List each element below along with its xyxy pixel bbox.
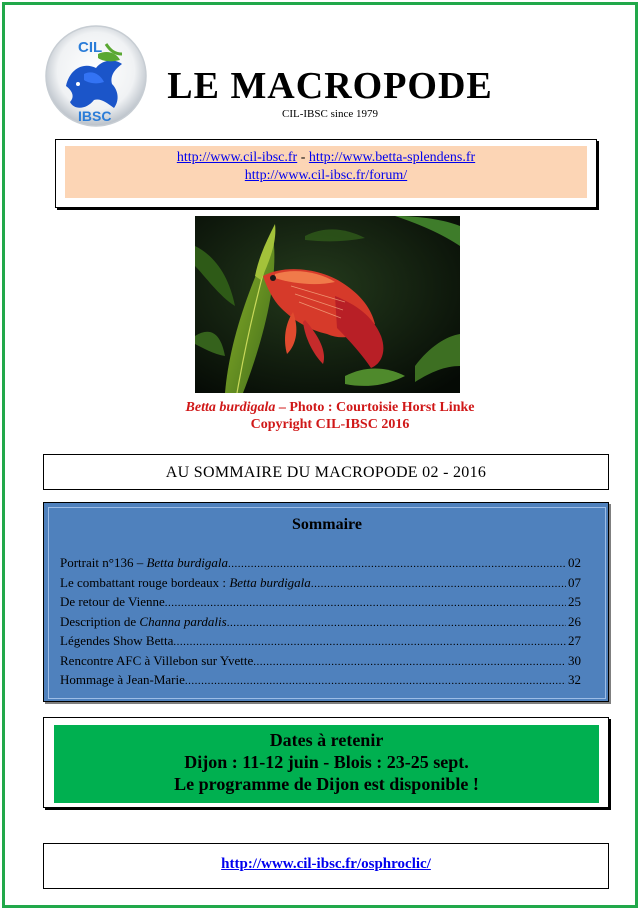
link-betta-splendens[interactable]: http://www.betta-splendens.fr [308, 150, 476, 165]
dates-panel [54, 725, 599, 803]
photo-caption [100, 399, 560, 433]
caption-species: Betta burdigala [185, 400, 276, 415]
dates-events: Dijon : 11-12 juin - Blois : 23-25 sept. [184, 752, 469, 772]
logo-text-cil: CIL [78, 39, 103, 56]
caption-credit: – Photo : Courtoisie Horst Linke [275, 400, 475, 415]
toc-leader [165, 595, 566, 613]
toc-leader [185, 673, 566, 691]
toc-leader [173, 634, 566, 652]
toc-item-page: 25 [568, 594, 581, 609]
toc-leader [253, 654, 566, 672]
toc-item-label: Légendes Show Betta [60, 633, 174, 648]
dates-box [43, 717, 609, 808]
summary-title: AU SOMMAIRE DU MACROPODE 02 - 2016 [43, 454, 609, 490]
table-of-contents [60, 554, 581, 691]
toc-item-label: Hommage à Jean-Marie [60, 672, 185, 687]
toc-item-label: Description de [60, 613, 140, 629]
toc-item [60, 554, 581, 574]
toc-item-page: 30 [568, 652, 581, 668]
link-cil-ibsc[interactable]: http://www.cil-ibsc.fr [176, 150, 298, 165]
toc-item-page: 32 [568, 672, 581, 687]
toc-item [60, 574, 581, 594]
toc-leader [311, 576, 566, 594]
sommaire-heading: Sommaire [292, 516, 362, 533]
toc-item [60, 671, 581, 691]
dates-heading: Dates à retenir [269, 730, 384, 750]
toc-item [60, 652, 581, 672]
footer-box [43, 843, 609, 889]
toc-item-italic: Channa pardalis [139, 613, 227, 629]
link-osphroclic[interactable]: http://www.cil-ibsc.fr/osphroclic/ [221, 856, 431, 872]
toc-item-page: 27 [568, 633, 581, 648]
cil-ibsc-logo [44, 24, 148, 128]
toc-item [60, 593, 581, 613]
toc-item [60, 632, 581, 652]
links-panel [65, 146, 587, 198]
toc-item-italic: Betta burdigala [146, 555, 228, 570]
fish-photo [195, 216, 460, 393]
dates-program-note: Le programme de Dijon est disponible ! [174, 774, 479, 794]
toc-item-label: Rencontre AFC à Villebon sur Yvette [60, 652, 254, 668]
toc-item-page: 26 [568, 613, 581, 629]
page-title: LE MACROPODE [167, 65, 493, 107]
toc-item-page: 07 [568, 574, 581, 590]
toc-item-italic: Betta burdigala [229, 574, 311, 590]
toc-item-label: Portrait n°136 – [60, 555, 147, 570]
link-forum[interactable]: http://www.cil-ibsc.fr/forum/ [244, 168, 408, 183]
toc-item-label: Le combattant rouge bordeaux : [60, 574, 230, 590]
toc-item [60, 613, 581, 633]
logo-text-ibsc: IBSC [78, 108, 112, 124]
sommaire-inner-frame [48, 507, 606, 699]
toc-leader [227, 615, 566, 633]
toc-item-page: 02 [568, 555, 581, 570]
link-separator: - [297, 150, 309, 165]
page-subtitle: CIL-IBSC since 1979 [282, 108, 378, 120]
sommaire-box [43, 502, 609, 702]
caption-copyright: Copyright CIL-IBSC 2016 [250, 417, 410, 432]
links-box [55, 139, 597, 208]
toc-leader [228, 556, 566, 574]
toc-item-label: De retour de Vienne [60, 594, 165, 609]
